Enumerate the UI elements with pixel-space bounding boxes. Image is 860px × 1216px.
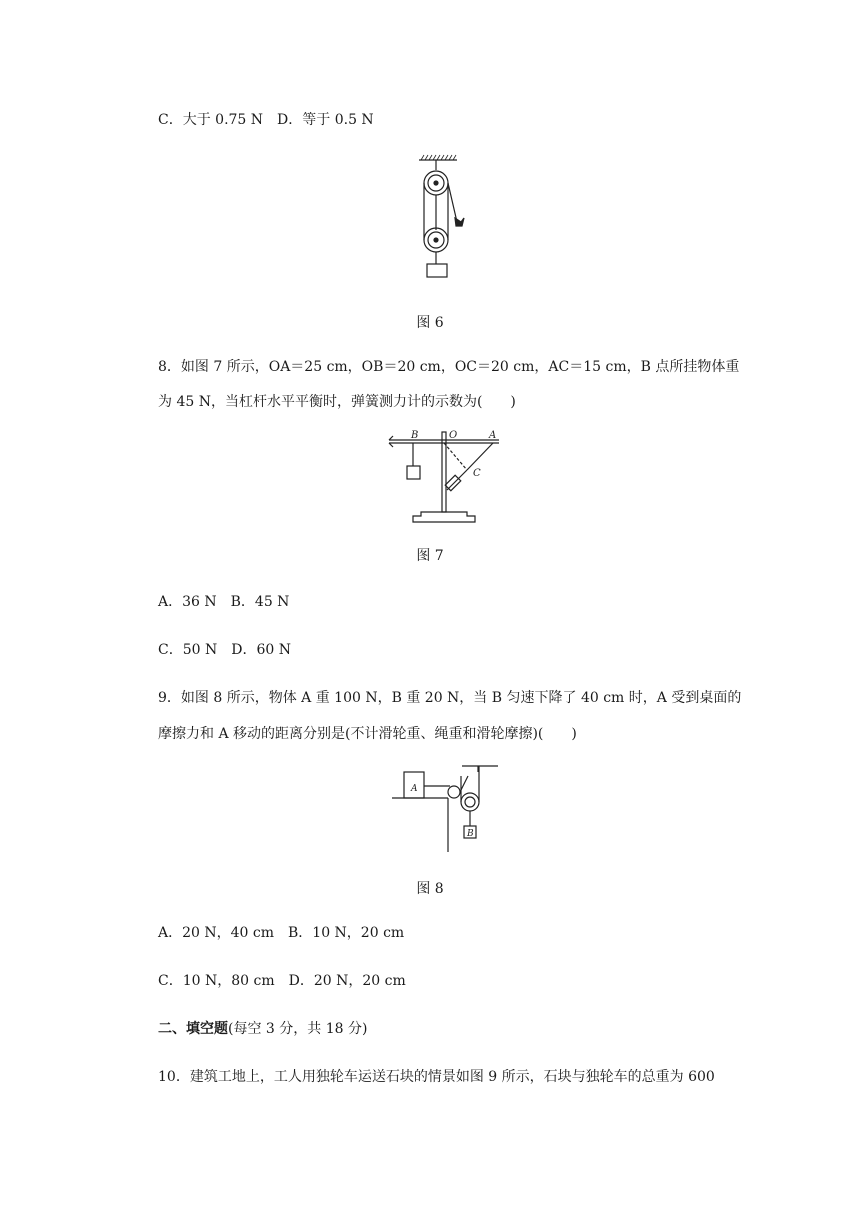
q9-options-cd: C．10 N，80 cm D．20 N，20 cm [158,973,406,989]
q7-options-cd: C．大于 0.75 N D．等于 0.5 N [158,112,374,128]
figure-8-caption: 图 8 [416,881,444,897]
q8-stem-line-1: 8．如图 7 所示，OA＝25 cm，OB＝20 cm，OC＝20 cm，AC＝15 cm，B 点所挂物体重 [158,359,740,375]
figure-8-pulley-table-diagram [390,762,502,856]
figure-7-caption: 图 7 [416,548,444,564]
fig8-label-a: A [411,784,418,794]
fig7-label-o: O [449,430,458,441]
figure-6-pulley-diagram [405,152,475,282]
q10-stem-line-1: 10．建筑工地上，工人用独轮车运送石块的情景如图 9 所示，石块与独轮车的总重为 600 [158,1069,715,1085]
section-2-title: 二、填空题 [158,1021,228,1037]
q8-options-ab: A．36 N B．45 N [158,594,290,610]
section-2-heading [158,1019,367,1039]
fig7-label-c: C [473,468,481,479]
figure-6-caption: 图 6 [416,315,444,331]
q8-options-cd: C．50 N D．60 N [158,642,291,658]
fig7-label-a: A [489,430,497,441]
q9-stem-line-1: 9．如图 8 所示，物体 A 重 100 N，B 重 20 N，当 B 匀速下降了 40 cm 时，A 受到桌面的 [158,690,742,706]
fig7-label-b: B [411,430,419,441]
section-2-note: (每空 3 分，共 18 分) [228,1021,368,1037]
fig8-label-b: B [467,829,474,839]
figure-7-lever-diagram [385,428,505,524]
q9-stem-line-2: 摩擦力和 A 移动的距离分别是(不计滑轮重、绳重和滑轮摩擦)( ) [158,726,577,742]
q9-options-ab: A．20 N，40 cm B．10 N，20 cm [158,925,405,941]
q8-stem-line-2: 为 45 N，当杠杆水平平衡时，弹簧测力计的示数为( ) [158,394,516,410]
